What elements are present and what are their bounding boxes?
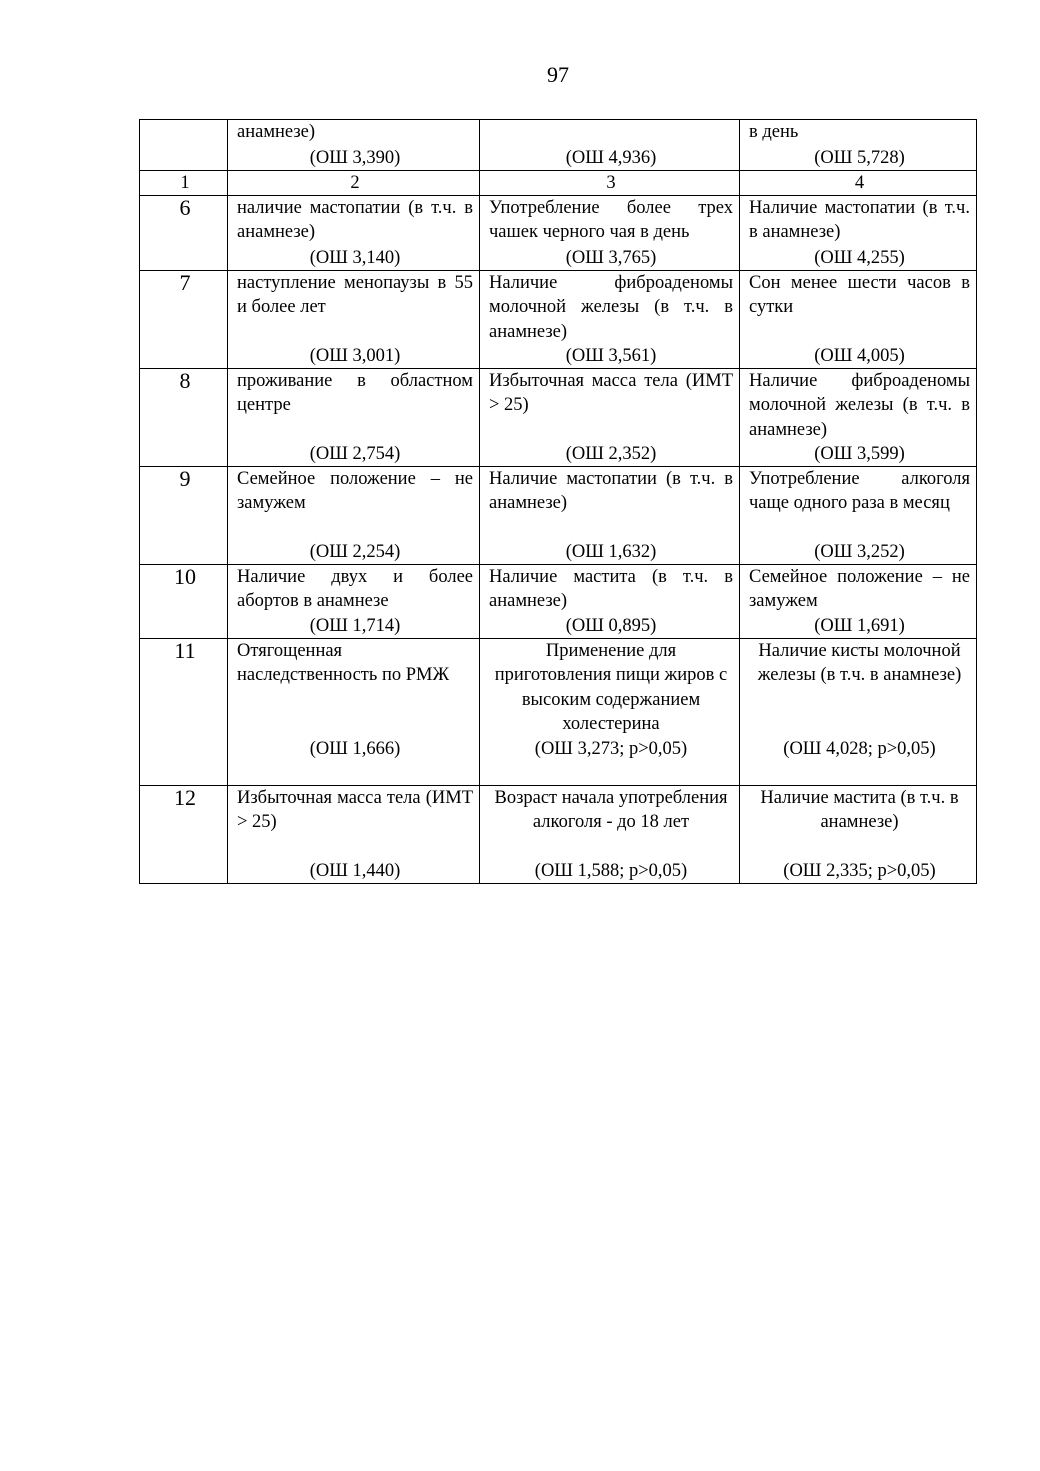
factor-text: Семейное положение – не замужем <box>749 567 970 612</box>
table-row <box>140 196 977 271</box>
table-cell <box>480 120 740 171</box>
odds-ratio: (ОШ 3,001) <box>309 346 401 366</box>
odds-ratio: (ОШ 2,754) <box>309 444 401 464</box>
table-row <box>140 467 977 565</box>
factor-text: Сон менее шести часов в сутки <box>749 273 970 318</box>
factor-text: Отягощенная наследственность по РМЖ <box>237 641 450 686</box>
factor-text: анамнезе) <box>237 122 316 142</box>
odds-ratio: (ОШ 1,714) <box>309 616 401 636</box>
table-row <box>140 786 977 884</box>
table-cell <box>228 120 480 171</box>
table-cell <box>228 196 480 271</box>
table-cell <box>480 369 740 467</box>
table-cell <box>740 467 977 565</box>
table-cell <box>228 271 480 369</box>
factor-text: Наличие фиброаденомы молочной железы (в т.ч. в анамнезе) <box>489 273 733 342</box>
odds-ratio: (ОШ 4,255) <box>814 248 905 268</box>
table-cell <box>228 565 480 639</box>
odds-ratio: (ОШ 3,140) <box>309 248 401 268</box>
odds-ratio: (ОШ 2,352) <box>565 444 657 464</box>
column-number: 2 <box>228 171 480 196</box>
factor-text: Возраст начала употребления алкоголя - до 18 лет <box>494 788 728 833</box>
odds-ratio: (ОШ 2,335; р>0,05) <box>783 861 936 881</box>
table-row <box>140 369 977 467</box>
table-cell <box>740 565 977 639</box>
odds-ratio: (ОШ 4,005) <box>814 346 905 366</box>
factor-text: Наличие мастита (в т.ч. в анамнезе) <box>489 567 733 612</box>
table-row <box>140 271 977 369</box>
table-cell <box>740 120 977 171</box>
factor-text: Наличие мастопатии (в т.ч. в анамнезе) <box>489 469 733 514</box>
row-number: 7 <box>140 271 228 369</box>
column-number: 4 <box>740 171 977 196</box>
odds-ratio: (ОШ 0,895) <box>565 616 657 636</box>
odds-ratio: (ОШ 3,561) <box>565 346 657 366</box>
table-cell <box>480 271 740 369</box>
table-cell <box>228 369 480 467</box>
factor-text: Наличие мастопатии (в т.ч. в анамнезе) <box>749 198 970 243</box>
odds-ratio: (ОШ 1,632) <box>565 542 657 562</box>
table-cell <box>740 196 977 271</box>
column-number: 1 <box>140 171 228 196</box>
table-cell <box>480 467 740 565</box>
factor-text: Избыточная масса тела (ИМТ > 25) <box>489 371 733 416</box>
row-number: 12 <box>140 786 228 884</box>
table-cell <box>740 271 977 369</box>
row-number: 9 <box>140 467 228 565</box>
odds-ratio: (ОШ 1,440) <box>309 861 401 881</box>
odds-ratio: (ОШ 1,588; р>0,05) <box>534 861 688 881</box>
column-number: 3 <box>480 171 740 196</box>
table-cell <box>740 786 977 884</box>
table-cell <box>740 369 977 467</box>
odds-ratio: (ОШ 1,691) <box>814 616 905 636</box>
table-cell <box>480 786 740 884</box>
table-cell <box>480 196 740 271</box>
factor-text: Употребление алкоголя чаще одного раза в месяц <box>749 469 970 514</box>
risk-factors-table <box>139 119 977 884</box>
odds-ratio: (ОШ 4,936) <box>565 147 657 168</box>
odds-ratio: (ОШ 5,728) <box>814 147 905 168</box>
odds-ratio: (ОШ 3,765) <box>565 248 657 268</box>
factor-text: Употребление более трех чашек черного чая в день <box>489 198 733 243</box>
factor-text: Избыточная масса тела (ИМТ > 25) <box>237 788 473 833</box>
factor-text: наступление менопаузы в 55 и более лет <box>237 273 473 318</box>
factor-text: наличие мастопатии (в т.ч. в анамнезе) <box>237 198 473 243</box>
row-number <box>140 120 228 171</box>
row-number: 11 <box>140 639 228 786</box>
page-number: 97 <box>547 62 569 87</box>
factor-text: Наличие кисты молочной железы (в т.ч. в анамнезе) <box>757 641 962 686</box>
odds-ratio: (ОШ 4,028; р>0,05) <box>783 739 936 759</box>
column-number-row <box>140 171 977 196</box>
factor-text: проживание в областном центре <box>237 371 473 416</box>
factor-text: Семейное положение – не замужем <box>237 469 473 514</box>
odds-ratio: (ОШ 1,666) <box>309 739 401 759</box>
table-cell <box>740 639 977 786</box>
factor-text: в день <box>749 122 799 142</box>
table-cell <box>228 639 480 786</box>
factor-text: Наличие мастита (в т.ч. в анамнезе) <box>760 788 959 833</box>
odds-ratio: (ОШ 2,254) <box>309 542 401 562</box>
row-number: 8 <box>140 369 228 467</box>
table-row <box>140 639 977 786</box>
row-number: 6 <box>140 196 228 271</box>
factor-text: Наличие двух и более абортов в анамнезе <box>237 567 473 612</box>
row-number: 10 <box>140 565 228 639</box>
table-row <box>140 565 977 639</box>
table-cell <box>228 786 480 884</box>
factor-text: Применение для приготовления пищи жиров с высоким содержанием холестерина <box>494 641 728 734</box>
odds-ratio: (ОШ 3,390) <box>309 147 401 168</box>
table-cell <box>228 467 480 565</box>
table-row-continuation <box>140 120 977 171</box>
odds-ratio: (ОШ 3,273; р>0,05) <box>534 739 688 759</box>
odds-ratio: (ОШ 3,599) <box>814 444 905 464</box>
factor-text: Наличие фиброаденомы молочной железы (в т.ч. в анамнезе) <box>749 371 970 440</box>
odds-ratio: (ОШ 3,252) <box>814 542 905 562</box>
table-cell <box>480 639 740 786</box>
table-cell <box>480 565 740 639</box>
